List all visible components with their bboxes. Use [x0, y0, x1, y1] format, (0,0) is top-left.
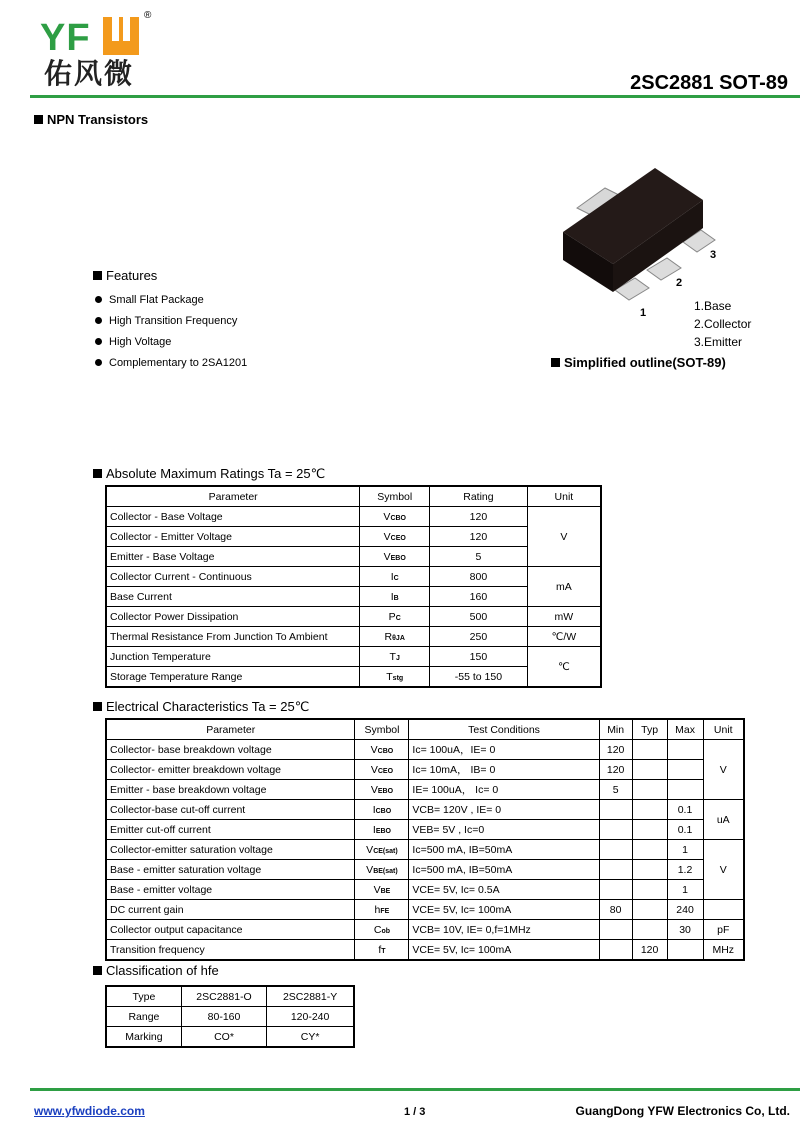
pin-legend-collector: 2.Collector: [694, 317, 752, 331]
bullet-dot-icon: [95, 296, 102, 303]
pin-legend: [694, 297, 751, 351]
logo-w-mark: [103, 17, 139, 55]
pin-number-3: 3: [710, 249, 717, 261]
table-row: Emitter - base breakdown voltage VEBO IE= 100uA， Ic= 0 5: [106, 780, 744, 800]
table-row: Transition frequency fT VCE= 5V, Ic= 100mA 120 MHz: [106, 940, 744, 961]
classification-heading: Classification of hfe: [93, 963, 219, 978]
table-row: Collector-base cut-off current ICBO VCB= 120V , IE= 0 0.1 uA: [106, 800, 744, 820]
table-row: Storage Temperature Range Tstg -55 to 150: [106, 667, 601, 688]
bullet-square-icon: [93, 702, 102, 711]
pin-legend-base: 1.Base: [694, 299, 732, 313]
logo-chinese-name: 佑风微: [44, 57, 135, 90]
table-row: Collector-emitter saturation voltage VCE(sat) Ic=500 mA, IB=50mA 1 V: [106, 840, 744, 860]
feature-item: Small Flat Package: [95, 290, 247, 311]
logo-registered-mark: ®: [144, 10, 152, 21]
table-row: DC current gain hFE VCE= 5V, Ic= 100mA 80 240: [106, 900, 744, 920]
features-list: [95, 290, 247, 374]
bullet-square-icon: [93, 271, 102, 280]
elec-char-table: [105, 718, 745, 961]
table-row: Base - emitter saturation voltage VBE(sat) Ic=500 mA, IB=50mA 1.2: [106, 860, 744, 880]
bullet-dot-icon: [95, 359, 102, 366]
abs-max-table: [105, 485, 602, 688]
bullet-dot-icon: [95, 338, 102, 345]
features-title: Features: [106, 268, 158, 283]
abs-max-heading: Absolute Maximum Ratings Ta = 25℃: [93, 466, 325, 482]
table-row: Collector - Emitter Voltage VCEO 120: [106, 527, 601, 547]
feature-item: Complementary to 2SA1201: [95, 353, 247, 374]
table-header-row: Parameter Symbol Rating Unit: [106, 486, 601, 507]
table-row: Collector Current - Continuous IC 800 mA: [106, 567, 601, 587]
table-row: Range 80-160 120-240: [106, 1007, 354, 1027]
bullet-square-icon: [34, 115, 43, 124]
table-row: Collector- emitter breakdown voltage VCEO Ic= 10mA， IB= 0 120: [106, 760, 744, 780]
table-row: Thermal Resistance From Junction To Ambient RθJA 250 ℃/W: [106, 627, 601, 647]
header-divider: [30, 95, 800, 98]
table-row: Marking CO* CY*: [106, 1027, 354, 1048]
elec-heading: Electrical Characteristics Ta = 25℃: [93, 699, 309, 715]
part-title: 2SC2881 SOT-89: [630, 72, 788, 94]
table-row: Collector- base breakdown voltage VCBO Ic= 100uA，IE= 0 120 V: [106, 740, 744, 760]
pin-number-2: 2: [676, 277, 683, 289]
feature-item: High Transition Frequency: [95, 311, 247, 332]
footer-divider: [30, 1088, 800, 1091]
bullet-square-icon: [93, 966, 102, 975]
website-link[interactable]: www.yfwdiode.com: [34, 1104, 145, 1118]
table-row: Collector - Base Voltage VCBO 120 V: [106, 507, 601, 527]
bullet-square-icon: [93, 469, 102, 478]
table-row: Collector Power Dissipation PC 500 mW: [106, 607, 601, 627]
pin-number-1: 1: [640, 307, 647, 319]
package-caption: Simplified outline(SOT-89): [551, 355, 726, 370]
feature-item: High Voltage: [95, 332, 247, 353]
table-row: Emitter cut-off current IEBO VEB= 5V , Ic=0 0.1: [106, 820, 744, 840]
page-number: 1 / 3: [404, 1106, 426, 1118]
table-row: Collector output capacitance Cob VCB= 10V, IE= 0,f=1MHz 30 pF: [106, 920, 744, 940]
company-name: GuangDong YFW Electronics Co, Ltd.: [575, 1104, 790, 1118]
classification-table: [105, 985, 355, 1048]
bullet-dot-icon: [95, 317, 102, 324]
bullet-square-icon: [551, 358, 560, 367]
table-row: Emitter - Base Voltage VEBO 5: [106, 547, 601, 567]
table-row: Junction Temperature TJ 150 ℃: [106, 647, 601, 667]
features-heading: [93, 268, 157, 283]
table-header-row: Parameter Symbol Test Conditions Min Typ Max Unit: [106, 719, 744, 740]
pin-legend-emitter: 3.Emitter: [694, 335, 743, 349]
category-heading: [34, 112, 148, 127]
logo-text: YF: [40, 17, 91, 59]
table-row: Base - emitter voltage VBE VCE= 5V, Ic= 0.5A 1: [106, 880, 744, 900]
category-label: NPN Transistors: [47, 112, 149, 127]
table-header-row: Type 2SC2881-O 2SC2881-Y: [106, 986, 354, 1007]
table-row: Base Current IB 160: [106, 587, 601, 607]
